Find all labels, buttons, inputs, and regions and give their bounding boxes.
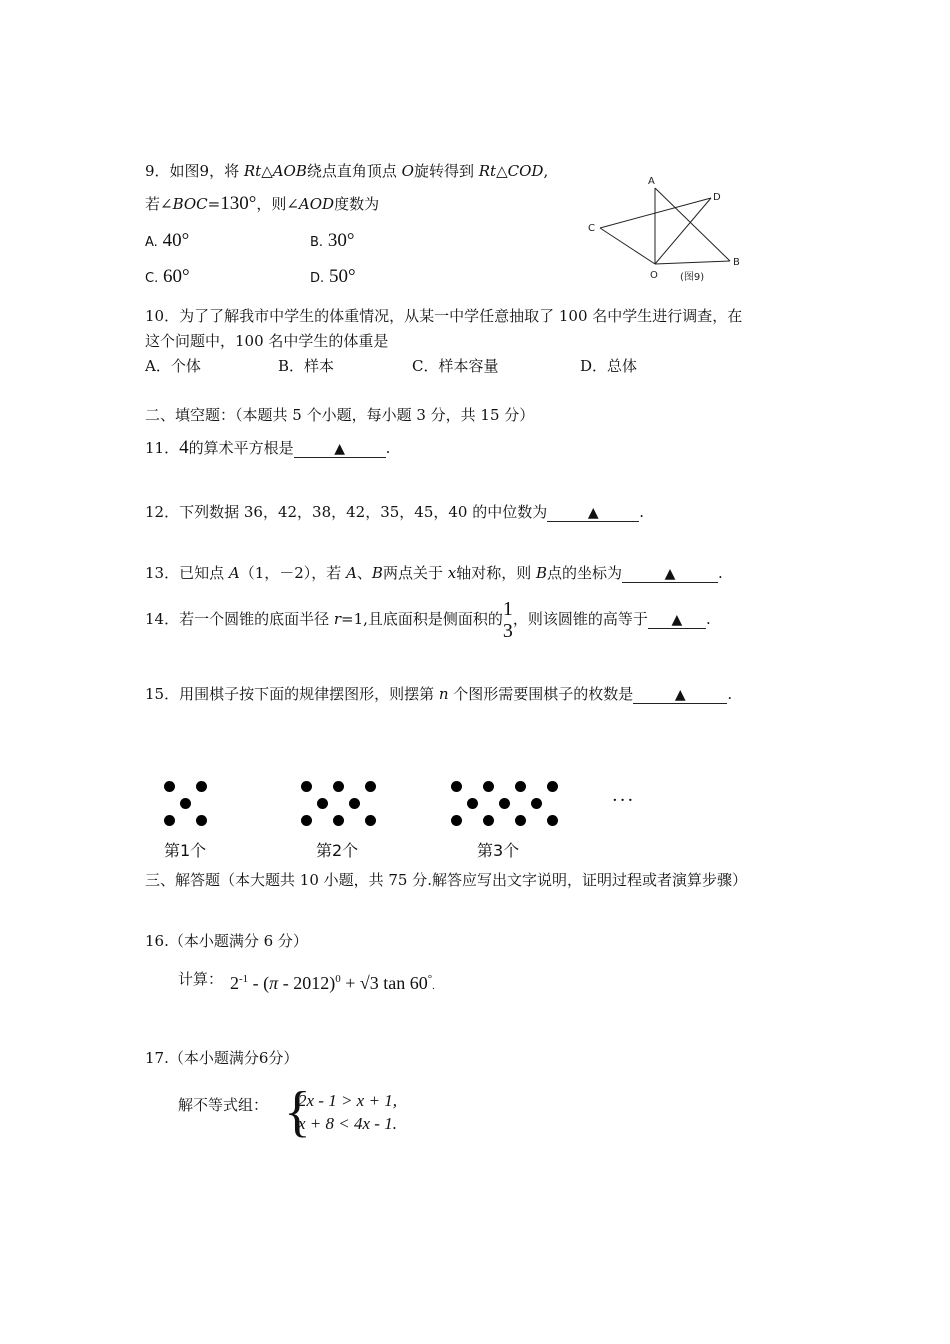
- q14: [145, 598, 711, 642]
- q14-text: =1,且底面积是侧面积的: [341, 610, 503, 628]
- option-label: B.: [310, 235, 324, 250]
- q9-cod: △COD: [496, 162, 544, 180]
- go-stone: [164, 781, 175, 792]
- brace-icon: {: [284, 1081, 311, 1143]
- go-stone: [196, 815, 207, 826]
- q9-option-c: [145, 266, 190, 288]
- go-stone: [467, 798, 478, 809]
- expr-part: - (: [248, 973, 270, 993]
- q13-text: （1，－2），若: [239, 564, 347, 582]
- q9-angle-value: 130°: [220, 193, 257, 214]
- option-label: A.: [145, 235, 158, 250]
- go-stone: [451, 815, 462, 826]
- segment-od: [655, 198, 711, 264]
- q9-boc: BOC: [172, 195, 208, 213]
- q14-r: r: [333, 610, 342, 628]
- expr-exponent: -1: [239, 973, 249, 985]
- q13-text: 轴对称，则: [456, 564, 536, 582]
- fraction-one-third: [503, 598, 513, 642]
- answer-blank[interactable]: [648, 612, 706, 629]
- triangle-icon: ▲: [334, 441, 345, 457]
- q13-point-a: A: [228, 564, 240, 582]
- q12-end: .: [639, 503, 645, 521]
- go-stone: [515, 781, 526, 792]
- q10-line1: 10．为了了解我市中学生的体重情况，从某一中学任意抽取了 100 名中学生进行调查，在: [145, 307, 743, 325]
- label-c: C: [588, 223, 595, 234]
- answer-blank[interactable]: [547, 505, 639, 522]
- q16-expression: [230, 973, 435, 994]
- option-value: 50°: [328, 266, 356, 287]
- figure-caption: (图9): [680, 272, 705, 283]
- q13-text: 点的坐标为: [547, 564, 623, 582]
- go-stone: [483, 781, 494, 792]
- go-stone: [301, 815, 312, 826]
- q9-text: 旋转得到: [413, 162, 479, 180]
- go-stone: [317, 798, 328, 809]
- answer-blank[interactable]: [294, 441, 386, 458]
- go-stone: [365, 781, 376, 792]
- go-stone: [333, 781, 344, 792]
- q15-text: 个图形需要围棋子的枚数是: [448, 685, 634, 703]
- expr-exponent: 0: [335, 973, 341, 985]
- answer-blank[interactable]: [633, 687, 727, 704]
- go-stone: [333, 815, 344, 826]
- go-stone: [180, 798, 191, 809]
- q17-inequality-2: x + 8 < 4x - 1.: [298, 1114, 397, 1133]
- q11-number: 4: [179, 437, 189, 458]
- q9-o: O: [401, 162, 414, 180]
- q9-aod: AOD: [298, 195, 335, 213]
- option-label: D.: [310, 271, 325, 286]
- go-stone: [451, 781, 462, 792]
- q14-text: 14．若一个圆锥的底面半径: [145, 610, 334, 628]
- expr-part: - 2012): [278, 973, 336, 993]
- q13-x-axis: x: [447, 564, 457, 582]
- q9-rt: Rt: [478, 162, 497, 180]
- segment-co: [600, 228, 655, 264]
- q9-line2: [145, 193, 379, 215]
- label-a: A: [648, 176, 655, 187]
- q16-title: 16.（本小题满分 6 分）: [145, 932, 308, 950]
- label-o: O: [650, 270, 658, 281]
- expr-pi: π: [269, 973, 279, 993]
- expr-sqrt: √3: [359, 973, 379, 993]
- q11-end: .: [385, 439, 391, 457]
- q9-aob: △AOB: [261, 162, 307, 180]
- option-value: 40°: [162, 230, 190, 251]
- q10-option-d: D．总体: [580, 357, 638, 375]
- expr-degree: °: [427, 973, 433, 985]
- q9-rt: Rt: [243, 162, 262, 180]
- go-stone: [196, 781, 207, 792]
- label-b: B: [733, 257, 740, 268]
- go-stone: [483, 815, 494, 826]
- go-stone: [301, 781, 312, 792]
- pattern-label-2: 第2个: [316, 841, 359, 860]
- figure-9: [580, 168, 760, 288]
- q13-text: 两点关于: [382, 564, 448, 582]
- label-d: D: [713, 192, 721, 203]
- q9-option-d: [310, 266, 356, 288]
- go-stone: [349, 798, 360, 809]
- q15: [145, 683, 732, 704]
- triangle-icon: ▲: [671, 612, 683, 628]
- q9-text: 度数为: [334, 195, 380, 213]
- expr-part: 2: [230, 973, 239, 993]
- pattern-label-1: 第1个: [164, 841, 207, 860]
- q15-n: n: [438, 685, 449, 703]
- q16-label: 计算：: [178, 970, 224, 988]
- go-stone: [365, 815, 376, 826]
- q13: [145, 562, 723, 583]
- q9-option-a: [145, 230, 189, 252]
- fraction-denominator: 3: [502, 620, 513, 642]
- go-stone: [515, 815, 526, 826]
- q14-end: .: [705, 610, 711, 628]
- q13-point-a: A: [346, 564, 357, 582]
- q9-option-b: [310, 230, 354, 252]
- q12: [145, 501, 644, 522]
- fraction-numerator: 1: [502, 598, 513, 620]
- q9-line1: [145, 160, 548, 181]
- q10-line2: 这个问题中，100 名中学生的体重是: [145, 332, 389, 350]
- q11-prefix: 11．: [145, 439, 180, 457]
- go-stone: [164, 815, 175, 826]
- q10-option-a: A．个体: [145, 357, 201, 375]
- pattern-label-3: 第3个: [477, 841, 520, 860]
- section-2-heading: 二、填空题：（本题共 5 个小题，每小题 3 分，共 15 分）: [145, 406, 535, 424]
- q17-label: 解不等式组：: [178, 1096, 269, 1114]
- q13-text: 13．已知点: [145, 564, 229, 582]
- q13-point-b: B: [371, 564, 383, 582]
- q15-text: 15．用围棋子按下面的规律摆图形，则摆第: [145, 685, 439, 703]
- q17-title: 17.（本小题满分6分）: [145, 1049, 299, 1067]
- q9-text: 若∠: [145, 195, 173, 213]
- q11-text: 的算术平方根是: [188, 439, 294, 457]
- go-stone: [547, 815, 558, 826]
- go-stone: [531, 798, 542, 809]
- q13-text: 、: [356, 564, 372, 582]
- triangle-icon: ▲: [664, 566, 676, 582]
- q9-text: 9．如图9，将: [145, 162, 244, 180]
- q11: [145, 437, 390, 459]
- expr-part: tan 60: [378, 973, 428, 993]
- option-value: 60°: [163, 266, 190, 287]
- q13-end: .: [718, 564, 723, 582]
- expr-part: +: [340, 973, 360, 993]
- q9-text: 绕点直角顶点: [306, 162, 402, 180]
- q9-text: ,: [543, 162, 549, 180]
- go-stone: [499, 798, 510, 809]
- go-stone: [547, 781, 558, 792]
- q13-point-b: B: [535, 564, 548, 582]
- q12-text: 12．下列数据 36，42，38，42，35，45，40 的中位数为: [145, 503, 548, 521]
- answer-blank[interactable]: [622, 566, 718, 583]
- q10-option-c: C．样本容量: [412, 357, 499, 375]
- expr-end: .: [432, 980, 435, 992]
- triangle-icon: ▲: [587, 505, 599, 521]
- q9-text: ，则∠: [256, 195, 299, 213]
- q17-inequality-1: 2x - 1 > x + 1,: [298, 1091, 397, 1110]
- section-3-heading: 三、解答题（本大题共 10 小题，共 75 分.解答应写出文字说明，证明过程或者演算步骤）: [145, 871, 748, 889]
- segment-ob: [655, 261, 730, 264]
- q14-text: ，则该圆锥的高等于: [512, 610, 648, 628]
- ellipsis: ···: [612, 790, 636, 811]
- q10-option-b: B．样本: [278, 357, 335, 375]
- option-label: C.: [145, 271, 159, 286]
- triangle-icon: ▲: [674, 687, 686, 703]
- option-value: 30°: [327, 230, 355, 251]
- q9-text: =: [207, 195, 221, 213]
- q15-end: .: [727, 685, 733, 703]
